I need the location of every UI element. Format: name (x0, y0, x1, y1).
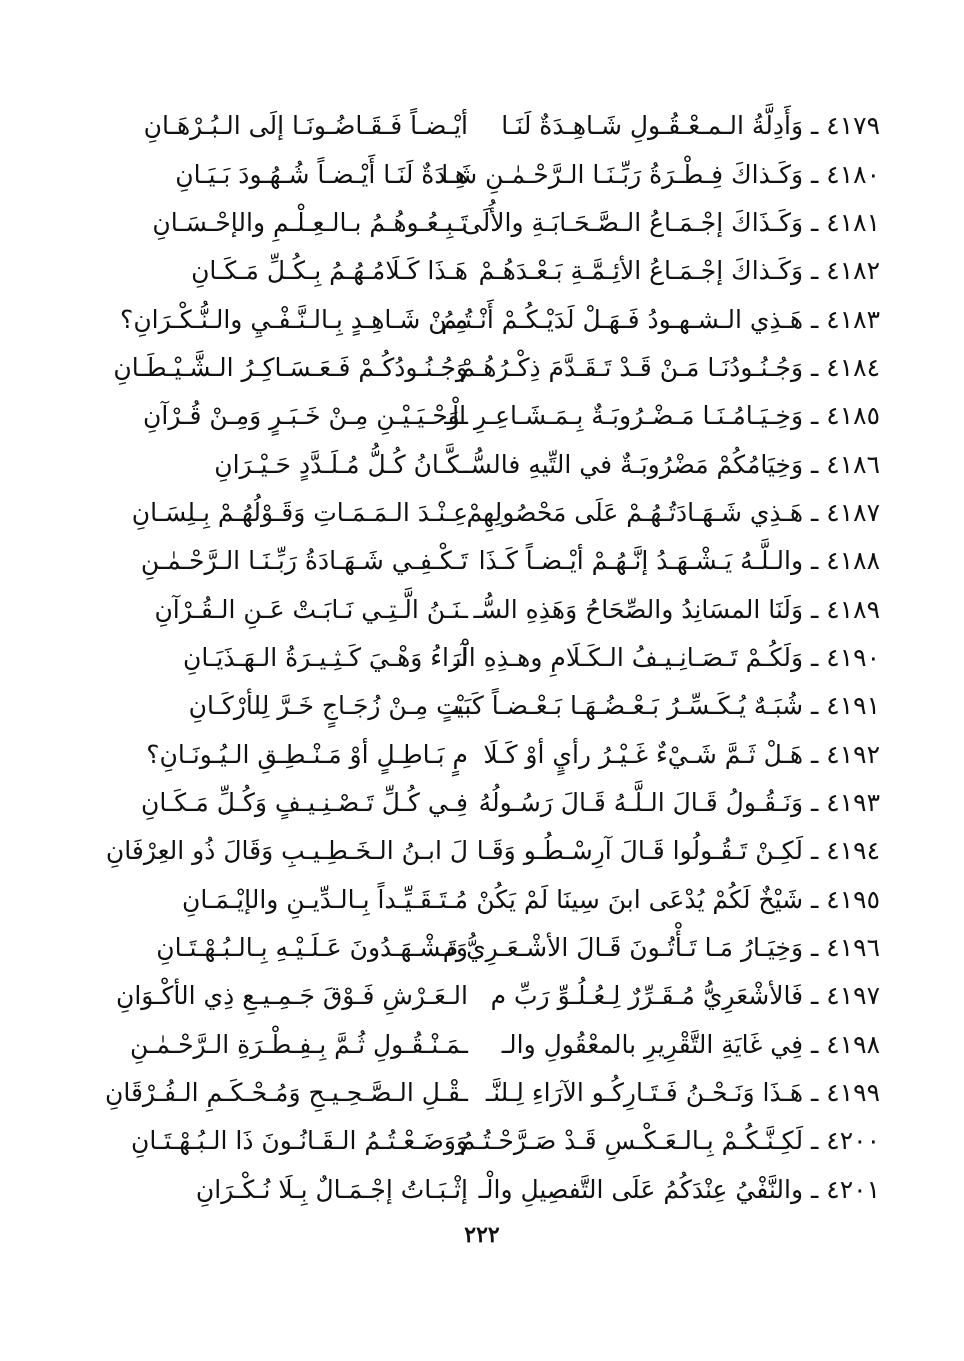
verse-first-hemistich: ٤١٩١ ـ شُبَـهٌ يُـكَـسِّـرُ بَـعْـضُـهَـا بَـعْـضـاً كَبَيْـ (449, 691, 880, 721)
verse-second-hemistich: أيْـضـاً فَـقَـاضُـونَـا إلَى الـبُـرْهَـانِ (143, 111, 468, 141)
verse-first-hemistich: ٤١٩٩ ـ هَـذَا وَنَـحْـنُ فَـتَـارِكُـو الآرَاءِ لِـلنَّـ (485, 1078, 880, 1108)
verse-second-hemistich: إثْـبَـاتُ إجْـمَـالٌ بِـلَا نُـكْـرَانِ (195, 1174, 468, 1204)
verse-line (88, 779, 880, 827)
verse-line (88, 1021, 880, 1069)
verse-line (88, 150, 880, 198)
verse-line (88, 1117, 880, 1165)
verse-first-hemistich: ٤١٨٠ ـ وَكَـذاكَ فِـطْـرَةُ رَبِّـنَـا الـرَّحْـمٰـنِ شَـا (441, 159, 880, 189)
verse-second-hemistich: مُـتَـقَـيِّـداً بِـالـدِّيـنِ والإيْـمَـانِ (182, 884, 468, 914)
verse-second-hemistich: تَـكْـفِـي شَـهَـادَةُ رَبِّـنَـا الـرَّحْـمٰـنِ (140, 546, 468, 576)
verse-second-hemistich: آرَاءُ وَهْـيَ كَـثِـيـرَةُ الـهَـذَيَـانِ (183, 642, 468, 672)
verse-first-hemistich: ٤١٩٧ ـ فَالأشْعَرِيُّ مُـقَـرِّرٌ لِـعُـلُـوِّ رَبِّ م (490, 981, 880, 1011)
verse-line (88, 344, 880, 392)
verse-second-hemistich: هَـذَا كَـلَامُـهُـمُ بِـكُـلِّ مَـكَـانِ (191, 256, 468, 286)
verse-second-hemistich: وَوَضَـعْـتُـمُ الـقَـانُـونَ ذَا الـبُـهْـتَـانِ (131, 1126, 468, 1156)
verse-second-hemistich: ـقْـلِ الـصَّـحِـيـحِ وَمُـحْـكَـمِ الـفُـرْقَانِ (104, 1078, 468, 1108)
verse-line (88, 440, 880, 488)
verse-line (88, 1166, 880, 1214)
verse-first-hemistich: ٤٢٠١ ـ والنَّفْيُ عِنْدَكُمُ عَلَى التَّفصِيلِ والْـ (478, 1174, 880, 1204)
page-number: ٢٢٢ (464, 1222, 500, 1248)
verse-first-hemistich: ٤١٨٥ ـ وَخِـيَـامُـنَـا مَـضْـرُوبَـةٌ بِـمَـشَـاعِـرِ الْـ (444, 401, 880, 431)
verse-second-hemistich: مِـنْ شَـاهِـدٍ بِـالـنَّـفْـيِ والـنُّـكْـرَانِ؟ (120, 304, 468, 334)
verse-line (88, 682, 880, 730)
verse-line (88, 489, 880, 537)
verse-line (88, 295, 880, 343)
verse-line (88, 199, 880, 247)
verse-first-hemistich: ٤١٨٢ ـ وَكَـذاكَ إجْـمَـاعُ الأئِـمَّـةِ بَـعْـدَهُـمْ (478, 256, 880, 286)
verse-first-hemistich: ٤١٩٣ ـ وَنَـقُـولُ قَـالَ الـلَّـهُ قَـالَ رَسُـولُهُ (478, 787, 880, 817)
verse-line (88, 730, 880, 778)
verse-first-hemistich: ٤١٩٦ ـ وَخِيَـارُ مَـا تَـأْتُـونَ قَـالَ الأشْـعَـرِيُّ م (442, 933, 880, 963)
verse-second-hemistich: ـوَحْـيَـيْـنِ مِـنْ خَـبَـرٍ وَمِـنْ قُـرْآنِ (143, 401, 468, 431)
verse-second-hemistich: ـنَـنُ الَّـتِـي نَـابَـتْ عَـنِ الـقُـرْآنِ (154, 594, 468, 624)
verse-first-hemistich: ٤١٨٧ ـ هَـذِي شَـهَـادَتُـهُـمْ عَلَى مَحْصُولِهِمْ (466, 497, 880, 527)
verse-first-hemistich: ٤٢٠٠ ـ لَكِـنَّـكُـمْ بِـالـعَـكْـسِ قَـدْ صَـرَّحْـتُـمُ (459, 1126, 880, 1156)
verse-second-hemistich: لَ ابـنُ الـخَـطِـيـبِ وَقَالَ ذُو العِرْفَانِ (105, 836, 468, 866)
verse-first-hemistich: ٤١٩٨ ـ فِي غَايَةِ التَّقْرِيرِ بالمعْقُولِ والـ (501, 1029, 880, 1059)
verse-line (88, 876, 880, 924)
verse-line (88, 827, 880, 875)
verse-second-hemistich: تَـبِـعُـوهُـمُ بـالـعِـلْـمِ والإحْـسَـانِ (152, 207, 468, 237)
verse-line (88, 585, 880, 633)
verse-second-hemistich: وَجُـنُـودُكُـمْ فَـعَـسَـاكِـرُ الـشَّـيْـطَـانِ (113, 352, 468, 382)
verse-second-hemistich: فِـي كُـلِّ تَـصْـنِـيـفٍ وَكُـلِّ مَـكَـانِ (140, 787, 468, 817)
verse-line (88, 1069, 880, 1117)
verse-first-hemistich: ٤١٨٣ ـ هَـذِي الـشـهـودُ فَـهَـلْ لَدَيْـكُـمْ أَنْـتُـمُ (441, 304, 880, 334)
verse-second-hemistich: وَتَـشْـهَـدُونَ عَـلَـيْـهِ بِـالـبُـهْـتَـانِ (156, 933, 468, 963)
verse-line (88, 102, 880, 150)
verse-second-hemistich: ـكَّـانُ كُـلُّ مُـلَـدَّدٍ حَـيْـرَانِ (214, 449, 468, 479)
verse-second-hemistich: عِـنْـدَ الـمَـمَـاتِ وَقَـوْلُهُـمْ بِـلِسَـانِ (131, 497, 468, 527)
verse-line (88, 972, 880, 1020)
verse-first-hemistich: ٤١٩٥ ـ شَيْخٌ لَكُمْ يُدْعَى ابنَ سِينَا لَمْ يَكُنْ (476, 884, 880, 914)
verse-first-hemistich: ٤١٩٤ ـ لَكِـنْ تَـقُـولُوا قَـالَ آرِسْـطُـو وَقَـا (476, 836, 880, 866)
verse-first-hemistich: ٤١٨٩ ـ وَلَنَا المسَانِدُ والصِّحَاحُ وَهَذِهِ السُّـ (473, 594, 880, 624)
verse-line (88, 392, 880, 440)
verse-first-hemistich: ٤١٩٢ ـ هَـلْ ثَـمَّ شَـيْءٌ غَـيْـرُ رأيٍ أوْ كَـلَا (483, 739, 880, 769)
verse-second-hemistich: ـتٍ مِـنْ زُجَـاجٍ خَـرَّ لِلأرْكَـانِ (188, 691, 468, 721)
verse-line (88, 247, 880, 295)
verse-line (88, 537, 880, 585)
verse-first-hemistich: ٤١٩٠ ـ وَلَكُـمْ تَـصَـانِـيـفُ الـكَـلَامِ وهـذِهِ الْـ (453, 642, 880, 672)
verse-first-hemistich: ٤١٨١ ـ وَكَـذَاكَ إجْـمَـاعُ الـصَّـحَـابَـةِ والأُلَى (461, 207, 880, 237)
poem-verses (88, 102, 880, 1214)
verse-second-hemistich: ـمَـنْـقُـولِ ثُـمَّ بِـفِـطْـرَةِ الـرَّحْـمٰـنِ (129, 1029, 468, 1059)
verse-first-hemistich: ٤١٧٩ ـ وَأَدِلَّةُ الـمـعْـقُـولِ شَـاهِـدَةٌ لَنَـا (501, 111, 880, 141)
verse-second-hemistich: هِـدَةٌ لَنَـا أَيْـضـاً شُـهُـودَ بَـيَـانِ (175, 159, 468, 189)
verse-second-hemistich: الـعَـرْشِ فَـوْقَ جَـمِـيـعِ ذِي الأكْـوَانِ (115, 981, 468, 1011)
verse-line (88, 634, 880, 682)
verse-second-hemistich: مٍ بَـاطِـلٍ أوْ مَـنْـطِـقِ الـيُـونَـانِ؟ (146, 739, 468, 769)
verse-first-hemistich: ٤١٨٤ ـ وَجُـنُـودُنَـا مَـنْ قَـدْ تَـقَـدَّمَ ذِكْـرُهُـمْ (459, 352, 880, 382)
verse-first-hemistich: ٤١٨٨ ـ والـلَّـهُ يَـشْـهَـدُ إنَّـهُـمْ أيْـضـاً كَـذَا (478, 546, 880, 576)
verse-first-hemistich: ٤١٨٦ ـ وَخِيَامُكُمْ مَضْرُوبَـةٌ في التِّيهِ فالسُّـ (463, 449, 880, 479)
verse-line (88, 924, 880, 972)
